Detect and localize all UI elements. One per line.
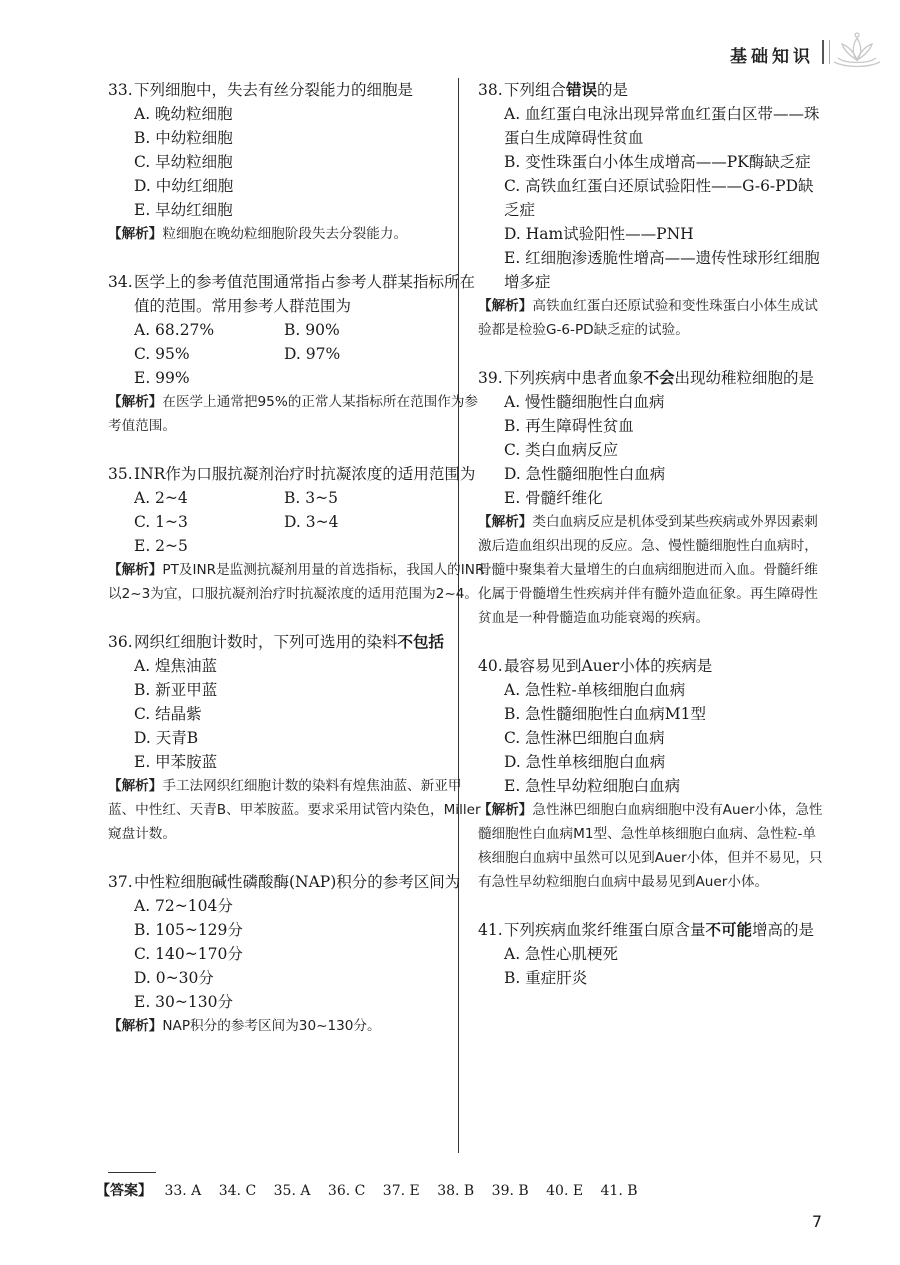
question-stem: 下列细胞中，失去有丝分裂能力的细胞是: [134, 81, 414, 99]
option-c: C. 1~3: [134, 513, 188, 531]
option-c: C. 140~170分: [134, 945, 243, 963]
stem-emphasis: 不可能: [705, 921, 753, 939]
option-a: A. 血红蛋白电泳出现异常血红蛋白区带——珠蛋白生成障碍性贫血: [504, 105, 820, 147]
analysis: [478, 294, 828, 342]
option-d: D. 0~30分: [134, 969, 214, 987]
option-b: B. 105~129分: [134, 921, 243, 939]
option-b: B. 变性珠蛋白小体生成增高——PK酶缺乏症: [504, 153, 811, 171]
analysis-text: 手工法网织红细胞计数的染料有煌焦油蓝、新亚甲蓝、中性红、天青B、甲苯胺蓝。要求采用试管内染色，Miller窥盘计数。: [108, 778, 481, 842]
analysis: [108, 1014, 488, 1038]
analysis: [478, 798, 828, 894]
option-a: A. 慢性髓细胞性白血病: [504, 393, 665, 411]
analysis-text: 类白血病反应是机体受到某些疾病或外界因素刺激后造血组织出现的反应。急、慢性髓细胞性白血病时，骨髓中聚集着大量增生的白血病细胞进而入血。骨髓纤维化属于骨髓增生性疾病并伴有髓外造血征象。再生障碍性贫血是一种骨髓造血功能衰竭的疾病。: [478, 514, 818, 626]
option-d: D. 97%: [284, 345, 341, 363]
question-number: 41.: [478, 921, 503, 939]
question-33: [108, 78, 488, 246]
stem-text-post: 的是: [597, 81, 629, 99]
question-number: 35.: [108, 465, 133, 483]
section-title: 基础知识: [730, 47, 814, 67]
question-stem: [504, 366, 828, 390]
footnote-rule: [108, 1172, 156, 1173]
answer-key: [96, 1180, 651, 1200]
answer-item: 34. C: [218, 1183, 257, 1199]
analysis-tag: 【解析】: [108, 562, 163, 578]
lotus-logo-icon: [832, 32, 882, 70]
option-c: C. 结晶紫: [134, 705, 202, 723]
question-stem: [504, 78, 828, 102]
option-b: B. 重症肝炎: [504, 969, 588, 987]
analysis-text: 在医学上通常把95%的正常人某指标所在范围作为参考值范围。: [108, 394, 479, 434]
analysis-tag: 【解析】: [478, 802, 533, 818]
option-d: D. 天青B: [134, 729, 199, 747]
page-number: 7: [811, 1212, 822, 1231]
stem-emphasis: 不会: [643, 369, 675, 387]
answer-item: 39. B: [491, 1183, 529, 1199]
analysis-text: NAP积分的参考区间为30~130分。: [162, 1018, 381, 1034]
answer-key-label: 【答案】: [96, 1183, 152, 1199]
option-a: A. 晚幼粒细胞: [134, 105, 233, 123]
question-stem: [504, 918, 828, 942]
analysis: [108, 774, 488, 846]
question-number: 40.: [478, 657, 503, 675]
analysis-tag: 【解析】: [478, 298, 533, 314]
option-e: E. 急性早幼粒细胞白血病: [504, 777, 681, 795]
option-c: C. 早幼粒细胞: [134, 153, 233, 171]
option-a: A. 68.27%: [134, 321, 215, 339]
page-header: [0, 36, 900, 66]
question-number: 33.: [108, 81, 133, 99]
question-number: 38.: [478, 81, 503, 99]
option-d: D. Ham试验阳性——PNH: [504, 225, 694, 243]
option-d: D. 3~4: [284, 513, 339, 531]
analysis: [478, 510, 828, 630]
option-e: E. 30~130分: [134, 993, 233, 1011]
question-41: [478, 918, 828, 990]
analysis-text: 急性淋巴细胞白血病细胞中没有Auer小体，急性髓细胞性白血病M1型、急性单核细胞白血病、急性粒-单核细胞白血病中虽然可以见到Auer小体，但并不易见，只有急性早幼粒细胞白血病中最易见到Auer小体。: [478, 802, 823, 890]
question-number: 37.: [108, 873, 133, 891]
analysis-text: 粒细胞在晚幼粒细胞阶段失去分裂能力。: [162, 226, 408, 242]
question-stem: [134, 630, 488, 654]
question-number: 36.: [108, 633, 133, 651]
stem-text-post: 增高的是: [752, 921, 815, 939]
stem-text: 下列疾病中患者血象: [504, 369, 644, 387]
question-39: [478, 366, 828, 630]
question-40: [478, 654, 828, 894]
answer-item: 41. B: [600, 1183, 638, 1199]
question-36: [108, 630, 488, 846]
option-a: A. 急性粒-单核细胞白血病: [504, 681, 686, 699]
stem-text: 网织红细胞计数时，下列可选用的染料: [134, 633, 398, 651]
analysis-tag: 【解析】: [108, 778, 163, 794]
analysis-tag: 【解析】: [108, 394, 163, 410]
question-stem: INR作为口服抗凝剂治疗时抗凝浓度的适用范围为: [134, 465, 476, 483]
option-e: E. 甲苯胺蓝: [134, 753, 218, 771]
option-b: B. 新亚甲蓝: [134, 681, 218, 699]
option-c: C. 95%: [134, 345, 190, 363]
option-e: E. 红细胞渗透脆性增高——遗传性球形红细胞增多症: [504, 249, 820, 291]
analysis: [108, 390, 488, 438]
right-column: [478, 78, 828, 1014]
left-column: [108, 78, 488, 1062]
analysis-text: PT及INR是监测抗凝剂用量的首选指标，我国人的INR以2~3为宜，口服抗凝剂治疗时抗凝浓度的适用范围为2~4。: [108, 562, 485, 602]
option-b: B. 3~5: [284, 489, 338, 507]
option-c: C. 高铁血红蛋白还原试验阳性——G-6-PD缺乏症: [504, 177, 814, 219]
answer-item: 40. E: [546, 1183, 584, 1199]
analysis-tag: 【解析】: [478, 514, 533, 530]
stem-emphasis: 不包括: [397, 633, 445, 651]
option-d: D. 急性髓细胞性白血病: [504, 465, 666, 483]
question-34: [108, 270, 488, 438]
option-d: D. 中幼红细胞: [134, 177, 234, 195]
option-b: B. 再生障碍性贫血: [504, 417, 634, 435]
question-stem: 医学上的参考值范围通常指占参考人群某指标所在值的范围。常用参考人群范围为: [134, 273, 476, 315]
answer-item: 37. E: [382, 1183, 420, 1199]
answer-item: 36. C: [327, 1183, 366, 1199]
option-c: C. 类白血病反应: [504, 441, 619, 459]
question-35: [108, 462, 488, 606]
option-a: A. 煌焦油蓝: [134, 657, 218, 675]
option-c: C. 急性淋巴细胞白血病: [504, 729, 665, 747]
question-number: 39.: [478, 369, 503, 387]
answer-item: 33. A: [164, 1183, 202, 1199]
option-e: E. 2~5: [134, 537, 188, 555]
analysis: [108, 558, 488, 606]
analysis-tag: 【解析】: [108, 1018, 163, 1034]
question-38: [478, 78, 828, 342]
answer-item: 35. A: [273, 1183, 311, 1199]
option-e: E. 骨髓纤维化: [504, 489, 603, 507]
header-divider: [822, 40, 824, 64]
option-a: A. 2~4: [134, 489, 188, 507]
question-stem: 最容易见到Auer小体的疾病是: [504, 657, 713, 675]
analysis-tag: 【解析】: [108, 226, 163, 242]
stem-text: 下列疾病血浆纤维蛋白原含量: [504, 921, 706, 939]
option-e: E. 早幼红细胞: [134, 201, 233, 219]
stem-text-post: 出现幼稚粒细胞的是: [674, 369, 815, 387]
option-d: D. 急性单核细胞白血病: [504, 753, 666, 771]
stem-text: 下列组合: [504, 81, 567, 99]
option-a: A. 急性心肌梗死: [504, 945, 619, 963]
question-stem: 中性粒细胞碱性磷酸酶(NAP)积分的参考区间为: [134, 873, 461, 891]
question-number: 34.: [108, 273, 133, 291]
option-b: B. 90%: [284, 321, 340, 339]
header-divider-thin: [829, 40, 830, 64]
option-b: B. 中幼粒细胞: [134, 129, 233, 147]
analysis-text: 高铁血红蛋白还原试验和变性珠蛋白小体生成试验都是检验G-6-PD缺乏症的试验。: [478, 298, 818, 338]
question-37: [108, 870, 488, 1038]
option-a: A. 72~104分: [134, 897, 233, 915]
option-b: B. 急性髓细胞性白血病M1型: [504, 705, 706, 723]
option-e: E. 99%: [134, 369, 190, 387]
answer-item: 38. B: [437, 1183, 475, 1199]
analysis: [108, 222, 488, 246]
stem-emphasis: 错误: [566, 81, 598, 99]
